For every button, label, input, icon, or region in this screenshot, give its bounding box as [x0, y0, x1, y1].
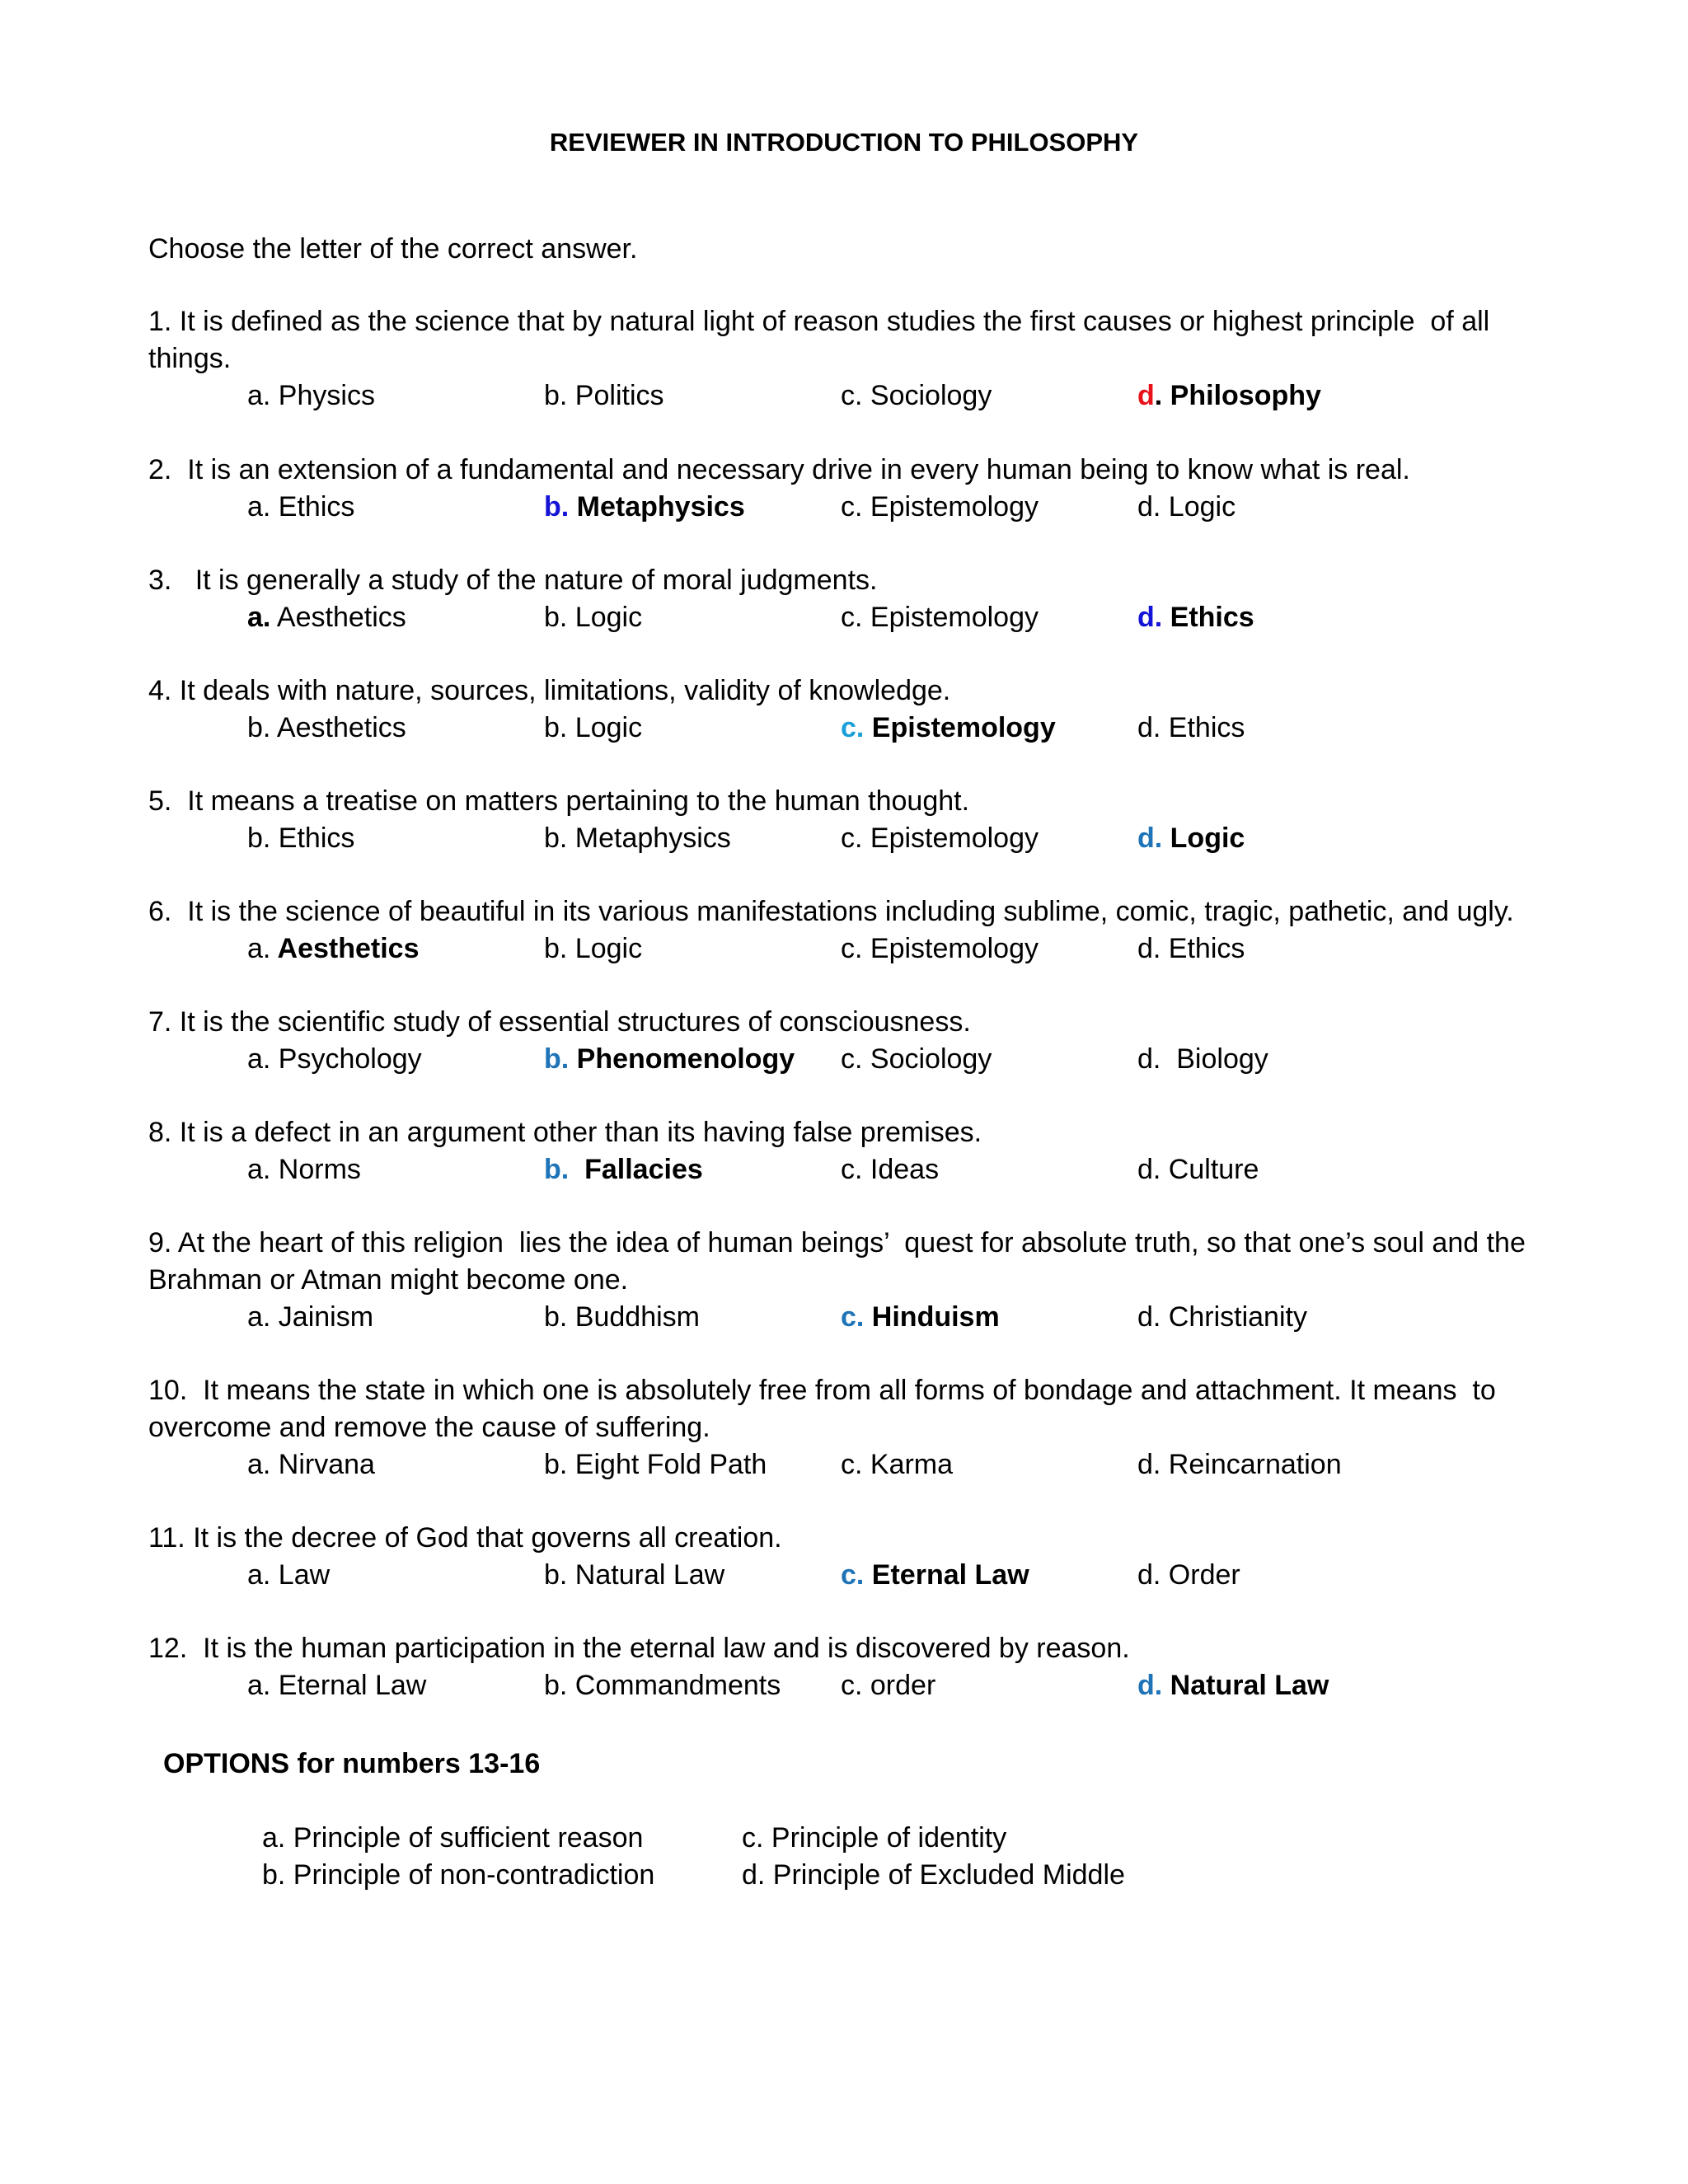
option-letter: a.: [247, 1154, 271, 1185]
answer-option: [1137, 710, 1245, 747]
option-letter: c.: [841, 491, 863, 523]
option-label: Culture: [1160, 1154, 1259, 1185]
option-letter: b.: [544, 1559, 568, 1591]
option-letter: d.: [1137, 933, 1161, 964]
option-letter: b.: [544, 1043, 570, 1075]
option-label: Christianity: [1160, 1301, 1307, 1333]
answer-options: [148, 1667, 1541, 1704]
answer-option: [1137, 377, 1321, 415]
option-letter: c.: [841, 1559, 865, 1591]
answer-option: [544, 710, 642, 747]
answer-option: [1137, 1299, 1307, 1336]
option-label: Physics: [270, 380, 375, 411]
option-letter: a.: [247, 1559, 271, 1591]
question-text: 5. It means a treatise on matters pertaining to the human thought.: [148, 785, 970, 817]
answer-option: [544, 489, 745, 526]
question-5: [148, 783, 1541, 857]
option-letter: d.: [1137, 1301, 1161, 1333]
answer-option: [1137, 1041, 1268, 1078]
option-label: Philosophy: [1162, 380, 1321, 411]
option-letter: c.: [841, 823, 863, 854]
option-letter: c.: [841, 1301, 865, 1333]
answer-option: [544, 377, 664, 415]
option-label: Order: [1160, 1559, 1240, 1591]
option-letter: a.: [247, 1670, 271, 1701]
option-label: Aesthetics: [270, 712, 406, 743]
option-letter: c.: [841, 602, 863, 633]
options-heading: OPTIONS for numbers 13-16: [163, 1748, 541, 1779]
option-letter: b.: [247, 712, 271, 743]
option-label: Buddhism: [567, 1301, 700, 1333]
question-text: 8. It is a defect in an argument other than its having false premises.: [148, 1117, 982, 1148]
option-label: Logic: [567, 712, 643, 743]
answer-options: [148, 489, 1541, 526]
answer-option: [247, 1446, 375, 1483]
option-label: Natural Law: [567, 1559, 725, 1591]
answer-option: [247, 710, 406, 747]
question-10: [148, 1372, 1541, 1483]
page-title: REVIEWER IN INTRODUCTION TO PHILOSOPHY: [549, 128, 1139, 157]
option-letter: b.: [544, 712, 568, 743]
question-7: [148, 1004, 1541, 1078]
option-letter: a.: [247, 1449, 271, 1480]
answer-option: [1137, 1151, 1259, 1188]
answer-option: [841, 489, 1039, 526]
question-text: 10. It means the state in which one is absolutely free from all forms of bondage and attachment. It means to overcome and remove the cause of suffering.: [148, 1375, 1504, 1443]
option-label: Biology: [1160, 1043, 1268, 1075]
instructions: Choose the letter of the correct answer.: [148, 233, 638, 265]
option-letter: a.: [247, 491, 271, 523]
question-4: [148, 673, 1541, 747]
question-8: [148, 1114, 1541, 1188]
option-letter: c.: [841, 1154, 863, 1185]
option-label: Eight Fold Path: [567, 1449, 767, 1480]
principle-b: b. Principle of non-contradiction: [262, 1859, 655, 1891]
question-text: 9. At the heart of this religion lies the idea of human beings’ quest for absolute truth, so that one’s soul and the Brahman or Atman might become one.: [148, 1227, 1534, 1296]
option-label: Logic: [1160, 491, 1236, 523]
option-label: Sociology: [862, 1043, 992, 1075]
answer-option: [247, 930, 420, 968]
option-letter: b.: [544, 823, 568, 854]
question-11: [148, 1520, 1541, 1594]
answer-option: [247, 1299, 373, 1336]
option-letter: c.: [841, 380, 863, 411]
option-letter: c.: [841, 933, 863, 964]
option-letter: d: [1137, 380, 1155, 411]
option-label: Phenomenology: [569, 1043, 795, 1075]
option-label: Law: [270, 1559, 331, 1591]
principle-c: c. Principle of identity: [742, 1822, 1007, 1854]
answer-option: [247, 489, 354, 526]
answer-option: [1137, 1446, 1342, 1483]
option-letter: a.: [247, 1301, 271, 1333]
answer-option: [544, 820, 731, 857]
option-label: Epistemology: [862, 933, 1039, 964]
answer-option: [841, 930, 1039, 968]
option-label: Reincarnation: [1160, 1449, 1342, 1480]
answer-option: [544, 1151, 703, 1188]
option-letter: c.: [841, 1449, 863, 1480]
option-label: Eternal Law: [270, 1670, 427, 1701]
option-label: Psychology: [270, 1043, 422, 1075]
option-letter: a.: [247, 1043, 271, 1075]
answer-option: [841, 377, 992, 415]
answer-options: [148, 930, 1541, 968]
answer-option: [247, 820, 354, 857]
option-letter: c.: [841, 712, 865, 743]
option-letter: d.: [1137, 491, 1161, 523]
answer-option: [841, 1299, 1000, 1336]
principles-list: [262, 1820, 1251, 1894]
answer-option: [544, 1446, 767, 1483]
option-label: Metaphysics: [569, 491, 745, 523]
option-letter: c.: [841, 1670, 863, 1701]
answer-option: [841, 710, 1056, 747]
option-letter: b.: [544, 1154, 570, 1185]
principle-d: d. Principle of Excluded Middle: [742, 1859, 1125, 1891]
option-letter: a.: [247, 933, 271, 964]
answer-option: [544, 1557, 724, 1594]
question-text: 12. It is the human participation in the eternal law and is discovered by reason.: [148, 1633, 1130, 1664]
option-letter: a.: [247, 602, 271, 633]
answer-option: [544, 930, 642, 968]
option-label: Logic: [1162, 823, 1245, 854]
answer-option: [247, 1151, 361, 1188]
answer-option: [247, 599, 406, 636]
option-label: Sociology: [862, 380, 992, 411]
option-letter: d.: [1137, 1154, 1161, 1185]
question-text: 1. It is defined as the science that by natural light of reason studies the first causes or highest principle of all things.: [148, 306, 1498, 374]
answer-options: [148, 377, 1541, 415]
answer-option: [544, 1041, 795, 1078]
answer-options: [148, 1557, 1541, 1594]
answer-options: [148, 599, 1541, 636]
answer-option: [1137, 930, 1245, 968]
option-letter: b.: [544, 1449, 568, 1480]
option-label: Natural Law: [1162, 1670, 1329, 1701]
option-label: Ethics: [270, 823, 355, 854]
option-label: Norms: [270, 1154, 361, 1185]
option-letter: d.: [1137, 1449, 1161, 1480]
option-label: Ideas: [862, 1154, 940, 1185]
principle-a: a. Principle of sufficient reason: [262, 1822, 644, 1854]
option-label: Fallacies: [569, 1154, 703, 1185]
option-label: Ethics: [1160, 933, 1245, 964]
option-letter: d.: [1137, 1670, 1163, 1701]
answer-options: [148, 1041, 1541, 1078]
option-label: Ethics: [270, 491, 355, 523]
option-letter: d.: [1137, 1043, 1161, 1075]
option-letter: d.: [1137, 712, 1161, 743]
question-text: 4. It deals with nature, sources, limitations, validity of knowledge.: [148, 675, 951, 706]
answer-options: [148, 820, 1541, 857]
option-label: Epistemology: [864, 712, 1056, 743]
option-letter: d.: [1137, 602, 1163, 633]
option-letter: c.: [841, 1043, 863, 1075]
option-letter: b.: [544, 602, 568, 633]
answer-option: [841, 1557, 1029, 1594]
answer-option: [1137, 599, 1254, 636]
answer-option: [841, 1041, 992, 1078]
question-text: 7. It is the scientific study of essential structures of consciousness.: [148, 1006, 971, 1038]
answer-option: [247, 377, 375, 415]
answer-option: [1137, 1557, 1240, 1594]
option-letter: b.: [247, 823, 271, 854]
answer-option: [247, 1041, 422, 1078]
answer-option: [841, 599, 1039, 636]
answer-option: [247, 1557, 330, 1594]
option-label: Metaphysics: [567, 823, 731, 854]
question-text: 3. It is generally a study of the nature of moral judgments.: [148, 565, 878, 596]
question-12: [148, 1630, 1541, 1704]
answer-option: [841, 1667, 935, 1704]
question-6: [148, 893, 1541, 968]
option-label: Nirvana: [270, 1449, 375, 1480]
option-label: Ethics: [1162, 602, 1254, 633]
option-label: Logic: [567, 933, 643, 964]
question-text: 6. It is the science of beautiful in its various manifestations including sublime, comic, tragic, pathetic, and ugly.: [148, 896, 1514, 927]
option-letter: b.: [544, 380, 568, 411]
answer-option: [544, 1667, 781, 1704]
option-label: Hinduism: [864, 1301, 1000, 1333]
option-letter: b.: [544, 1301, 568, 1333]
answer-option: [841, 1446, 953, 1483]
option-label: Ethics: [1160, 712, 1245, 743]
question-2: [148, 452, 1541, 526]
option-letter: d.: [1137, 1559, 1161, 1591]
answer-option: [544, 1299, 700, 1336]
answer-option: [247, 1667, 426, 1704]
option-label: Epistemology: [862, 491, 1039, 523]
question-9: [148, 1225, 1541, 1336]
option-letter: b.: [544, 491, 570, 523]
answer-options: [148, 710, 1541, 747]
answer-option: [841, 1151, 939, 1188]
option-label: Jainism: [270, 1301, 374, 1333]
option-label: order: [862, 1670, 936, 1701]
answer-option: [1137, 1667, 1329, 1704]
option-label: Epistemology: [862, 823, 1039, 854]
answer-option: [1137, 820, 1245, 857]
option-label: Aesthetics: [270, 933, 420, 964]
answer-options: [148, 1446, 1541, 1483]
question-text: 11. It is the decree of God that governs all creation.: [148, 1522, 782, 1554]
answer-option: [841, 820, 1039, 857]
option-letter: b.: [544, 1670, 568, 1701]
option-label: Logic: [567, 602, 643, 633]
answer-option: [544, 599, 642, 636]
option-label: Aesthetics: [270, 602, 406, 633]
question-1: [148, 303, 1541, 415]
option-letter-suffix: .: [1154, 380, 1163, 411]
option-letter: b.: [544, 933, 568, 964]
answer-option: [1137, 489, 1236, 526]
option-label: Eternal Law: [864, 1559, 1029, 1591]
option-label: Politics: [567, 380, 664, 411]
question-text: 2. It is an extension of a fundamental and necessary drive in every human being to know what is real.: [148, 454, 1410, 485]
option-letter: d.: [1137, 823, 1163, 854]
option-letter: a.: [247, 380, 271, 411]
answer-options: [148, 1299, 1541, 1336]
option-label: Karma: [862, 1449, 954, 1480]
question-3: [148, 562, 1541, 636]
option-label: Epistemology: [862, 602, 1039, 633]
answer-options: [148, 1151, 1541, 1188]
option-label: Commandments: [567, 1670, 781, 1701]
